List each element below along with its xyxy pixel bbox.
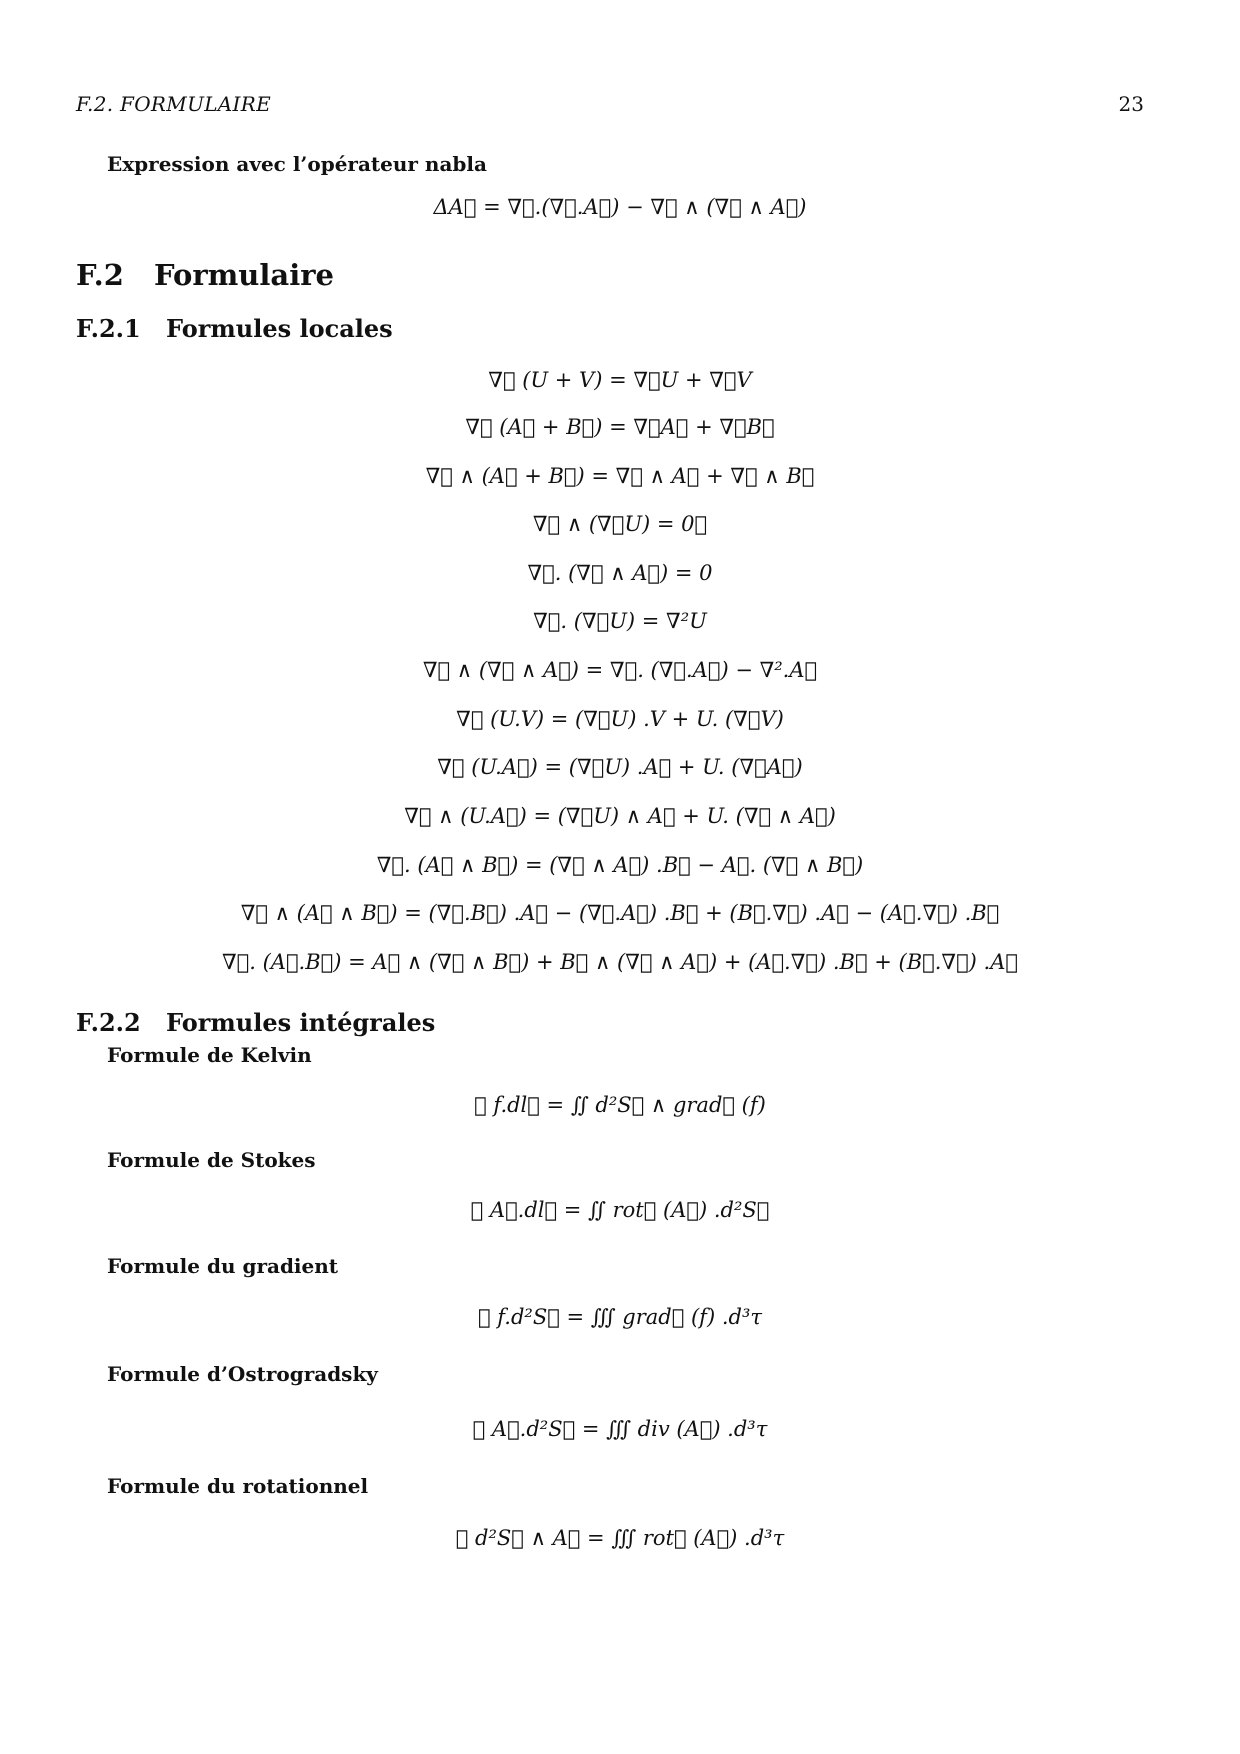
integral-formula-name: Formule d’Ostrogradsky bbox=[107, 1362, 378, 1386]
running-head: F.2. FORMULAIRE bbox=[76, 92, 272, 116]
local-formula: ∇⃗ ∧ (U.A⃗) = (∇⃗U) ∧ A⃗ + U. (∇⃗ ∧ A⃗) bbox=[404, 804, 836, 828]
integral-formula-name: Formule de Kelvin bbox=[107, 1043, 312, 1067]
nabla-equation: ΔA⃗ = ∇⃗.(∇⃗.A⃗) − ∇⃗ ∧ (∇⃗ ∧ A⃗) bbox=[433, 195, 807, 219]
local-formula: ∇⃗ (A⃗ + B⃗) = ∇⃗A⃗ + ∇⃗B⃗ bbox=[465, 415, 775, 439]
section-title: Formulaire bbox=[154, 258, 334, 292]
subsection-integral-number: F.2.2 bbox=[76, 1008, 141, 1037]
local-formula: ∇⃗ ∧ (A⃗ + B⃗) = ∇⃗ ∧ A⃗ + ∇⃗ ∧ B⃗ bbox=[425, 464, 815, 488]
integral-formula-name: Formule du gradient bbox=[107, 1254, 339, 1278]
subsection-local-number: F.2.1 bbox=[76, 314, 141, 343]
integral-formula-name: Formule de Stokes bbox=[107, 1148, 316, 1172]
integral-formula-equation: ∯ A⃗.d²S⃗ = ∭ div (A⃗) .d³τ bbox=[472, 1417, 768, 1441]
integral-formula-equation: ∯ f.d²S⃗ = ∭ grad⃗ (f) .d³τ bbox=[478, 1305, 762, 1329]
section-heading bbox=[76, 258, 334, 292]
section-number: F.2 bbox=[76, 258, 124, 292]
subsection-local-title: Formules locales bbox=[166, 314, 393, 343]
subsection-local-heading bbox=[76, 314, 393, 343]
local-formula: ∇⃗. (∇⃗ ∧ A⃗) = 0 bbox=[527, 561, 713, 585]
local-formula: ∇⃗ ∧ (∇⃗ ∧ A⃗) = ∇⃗. (∇⃗.A⃗) − ∇².A⃗ bbox=[422, 658, 818, 682]
integral-formula-equation: ∮ A⃗.dl⃗ = ∬ rot⃗ (A⃗) .d²S⃗ bbox=[470, 1198, 770, 1222]
local-formula: ∇⃗ (U.V) = (∇⃗U) .V + U. (∇⃗V) bbox=[456, 707, 784, 731]
local-formula: ∇⃗ (U + V) = ∇⃗U + ∇⃗V bbox=[488, 368, 752, 392]
subsection-integral-title: Formules intégrales bbox=[166, 1008, 436, 1037]
local-formula: ∇⃗ (U.A⃗) = (∇⃗U) .A⃗ + U. (∇⃗A⃗) bbox=[437, 755, 803, 779]
integral-formula-name: Formule du rotationnel bbox=[107, 1474, 369, 1498]
page-number: 23 bbox=[1118, 92, 1144, 116]
integral-formula-equation: ∮ f.dl⃗ = ∬ d²S⃗ ∧ grad⃗ (f) bbox=[474, 1093, 766, 1117]
nabla-heading: Expression avec l’opérateur nabla bbox=[107, 152, 487, 176]
local-formula: ∇⃗ ∧ (A⃗ ∧ B⃗) = (∇⃗.B⃗) .A⃗ − (∇⃗.A⃗) .B⃗ + (B⃗.∇⃗) .A⃗ − (A⃗.∇⃗) .B⃗ bbox=[240, 901, 1000, 925]
subsection-integral-heading bbox=[76, 1008, 435, 1037]
local-formula: ∇⃗. (∇⃗U) = ∇²U bbox=[533, 609, 707, 633]
local-formula: ∇⃗. (A⃗.B⃗) = A⃗ ∧ (∇⃗ ∧ B⃗) + B⃗ ∧ (∇⃗ ∧ A⃗) + (A⃗.∇⃗) .B⃗ + (B⃗.∇⃗) .A⃗ bbox=[221, 950, 1018, 974]
integral-formula-equation: ∯ d²S⃗ ∧ A⃗ = ∭ rot⃗ (A⃗) .d³τ bbox=[455, 1526, 785, 1550]
local-formula: ∇⃗ ∧ (∇⃗U) = 0⃗ bbox=[532, 512, 708, 536]
local-formula: ∇⃗. (A⃗ ∧ B⃗) = (∇⃗ ∧ A⃗) .B⃗ − A⃗. (∇⃗ ∧ B⃗) bbox=[376, 853, 864, 877]
